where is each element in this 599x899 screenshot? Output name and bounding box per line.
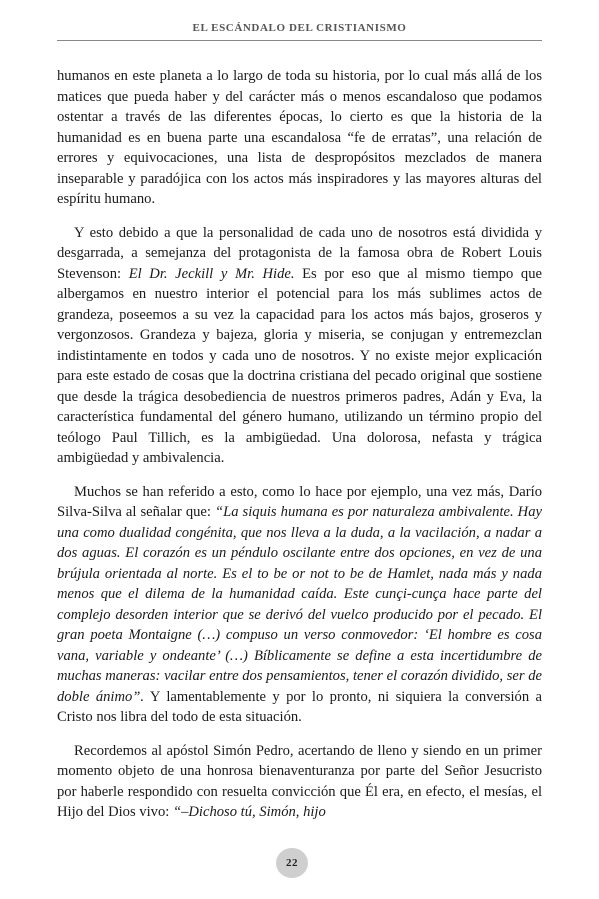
paragraph-2-text-a: Y esto debido a que la personalidad de cada uno de nosotros está dividida y desgarrada, a semejanza del protagonista de la famosa obra de Robert Louis Stevenson: [57,224,542,282]
paragraph-2 [57,223,542,469]
paragraph-2-text-b: Es por eso que al mismo tiempo que albergamos en nuestro interior el potencial para los más sublimes actos de grandeza, poseemos a su vez la capacidad para los actos más bajos, groseros y vergonzosos. Grandeza y bajeza, gloria y miseria, se conjugan y entremezclan indistintamente en todos y cada uno de nosotros. Y no existe mejor explicación para este estado de cosas que la doctrina cristiana del pecado original que sostiene que desde la trágica desobediencia de nuestros primeros padres, Adán y Eva, la característica fundamental del género humano, utilizando un término propio del teólogo Paul Tillich, es la ambigüedad. Una dolorosa, nefasta y trágica ambigüedad y ambivalencia. [57,265,542,466]
paragraph-3-text-b: Y lamentablemente y por lo pronto, ni siquiera la conversión a Cristo nos libra del todo de esta situación. [57,688,542,725]
paragraph-4 [57,741,542,823]
paragraph-1-text: humanos en este planeta a lo largo de toda su historia, por lo cual más allá de los matices que pueda haber y del carácter más o menos escandaloso que podamos ostentar a través de las diferentes épocas, lo cierto es que la historia de la humanidad es en buena parte una escandalosa “fe de erratas”, una relación de errores y equivocaciones, una lista de despropósitos mezclados de manera inseparable y paradójica con los actos más inspiradores y las mayores alturas del espíritu humano. [57,68,542,207]
header-title: EL ESCÁNDALO DEL CRISTIANISMO [192,22,407,34]
page-number: 22 [286,857,298,869]
paragraph-3-text-a: Muchos se han referido a esto, como lo hace por ejemplo, una vez más, Darío Silva-Silva al señalar que: [57,483,542,520]
paragraph-3-quote: “La siquis humana es por naturaleza ambivalente. Hay una como dualidad congénita, que nos lleva a la duda, a la vacilación, a nadar a dos aguas. El corazón es un péndulo oscilante entre dos opciones, en vez de una brújula orientada al norte. Es el to be or not to be de Hamlet, nada más y nada menos que el dilema de la humanidad caída. Este cunçi-cunça hace parte del complejo desorden interior que se derivó del vuelco producido por el pecado. El gran poeta Montaigne (…) compuso un verso conmovedor: ‘El hombre es cosa vana, variable y ondeante’ (…) Bíblicamente se define a esta incertidumbre de muchas maneras: vacilar entre dos pensamientos, tener el corazón dividido, ser de doble ánimo”. [57,504,542,705]
paragraph-4-quote: “–Dichoso tú, Simón, hijo [172,804,326,820]
paragraph-1 [57,66,542,210]
paragraph-3 [57,482,542,728]
page-body [57,66,542,836]
paragraph-4-text-a: Recordemos al apóstol Simón Pedro, acertando de lleno y siendo en un primer momento objeto de una honrosa bienaventuranza por parte del Señor Jesucristo por haberle respondido con resuelta convicción que Él era, en efecto, el mesías, el Hijo del Dios vivo: [57,742,542,820]
paragraph-2-book-title: El Dr. Jeckill y Mr. Hide. [128,265,295,282]
running-header [57,22,542,34]
header-divider [57,40,542,41]
page-number-badge [276,848,308,878]
